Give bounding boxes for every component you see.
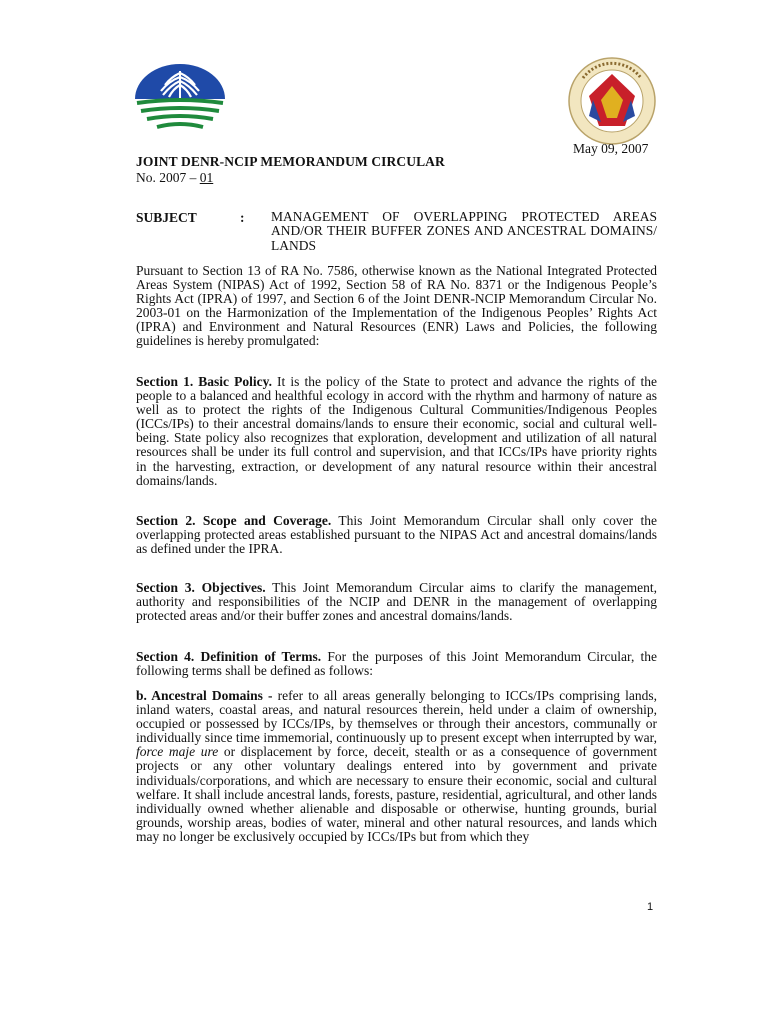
section-4-heading: Section 4. Definition of Terms. (136, 649, 322, 664)
section-4-paragraph (136, 650, 657, 678)
memo-number-suffix: 01 (199, 170, 214, 185)
memo-number (136, 170, 213, 186)
section-2-paragraph (136, 514, 657, 556)
subject-colon: : (240, 210, 245, 225)
memo-number-prefix: No. 2007 – (136, 170, 200, 185)
definition-b-paragraph (136, 689, 657, 844)
memo-title: JOINT DENR-NCIP MEMORANDUM CIRCULAR (136, 154, 445, 169)
section-1-paragraph (136, 375, 657, 488)
subject-text: MANAGEMENT OF OVERLAPPING PROTECTED AREAS AND/OR THEIR BUFFER ZONES AND ANCESTRAL DOMAINS/ LANDS (271, 209, 657, 253)
intro-paragraph: Pursuant to Section 13 of RA No. 7586, otherwise known as the National Integrated Protected Areas System (NIPAS) Act of 1992, Section 58 of RA No. 8371 or the Indigenous People’s Rights Act (IPRA) of 1997, and Section 6 of the Joint DENR-NCIP Memorandum Circular No. 2003-01 on the Harmonization of the Implementation of the Indigenous Peoples’ Rights Act (IPRA) and Environment and Natural Resources (ENR) Laws and Policies, the following guidelines is hereby promulgated: (136, 263, 657, 349)
section-3-heading: Section 3. Objectives. (136, 580, 266, 595)
section-3-body: This Joint Memorandum Circular aims to clarify the management, authority and responsibilities of the NCIP and DENR in the management of overlapping protected areas and/or their buffer zones and ancestral domains/lands. (136, 580, 657, 624)
section-2-body: This Joint Memorandum Circular shall only cover the overlapping protected areas established pursuant to the NIPAS Act and ancestral domains/lands as defined under the IPRA. (136, 513, 657, 557)
definition-b-heading: b. Ancestral Domains - (136, 688, 273, 703)
denr-logo-icon (133, 63, 227, 133)
section-3-paragraph (136, 581, 657, 623)
section-4-body: For the purposes of this Joint Memorandum Circular, the following terms shall be defined as follows: (136, 649, 658, 679)
subject-label: SUBJECT (136, 210, 197, 225)
definition-b-body-before: refer to all areas generally belonging to ICCs/IPs comprising lands, inland waters, coastal areas, and natural resources therein, held under a claim of ownership, occupied or possessed by ICCs/IPs, by themselves or through their ancestors, communally or individually since time immemorial, continuously up to present except when interrupted by war, (136, 688, 658, 746)
section-2-heading: Section 2. Scope and Coverage. (136, 513, 332, 528)
section-1-body: It is the policy of the State to protect and advance the rights of the people to a balanced and healthful ecology in accord with the rhythm and harmony of nature as well as to protect the rights of the Indigenous Cultural Communities/Indigenous Peoples (ICCs/IPs) to their ancestral domains/lands to ensure their economic, social and cultural well-being. State policy also recognizes that exploration, development and utilization of all natural resources shall be under its full control and supervision, and that ICCs/IPs have priority rights in the harvesting, extraction, or development of any natural resource within their ancestral domains/lands. (136, 374, 657, 488)
page-number: 1 (647, 901, 654, 913)
ncip-seal-icon (563, 56, 661, 146)
definition-b-italic: force maje ure (136, 744, 219, 760)
section-1-heading: Section 1. Basic Policy. (136, 374, 272, 389)
definition-b-body-after: or displacement by force, deceit, stealth or as a consequence of government projects or any other voluntary dealings entered into by government and private individuals/corporations, and which are necessary to ensure their economic, social and cultural welfare. It shall include ancestral lands, forests, pasture, residential, agricultural, and other lands individually owned whether alienable and disposable or otherwise, hunting grounds, burial grounds, worship areas, bodies of water, mineral and other natural resources, and lands which may no longer be exclusively occupied by ICCs/IPs but from which they (136, 744, 657, 844)
memo-date: May 09, 2007 (573, 141, 649, 156)
